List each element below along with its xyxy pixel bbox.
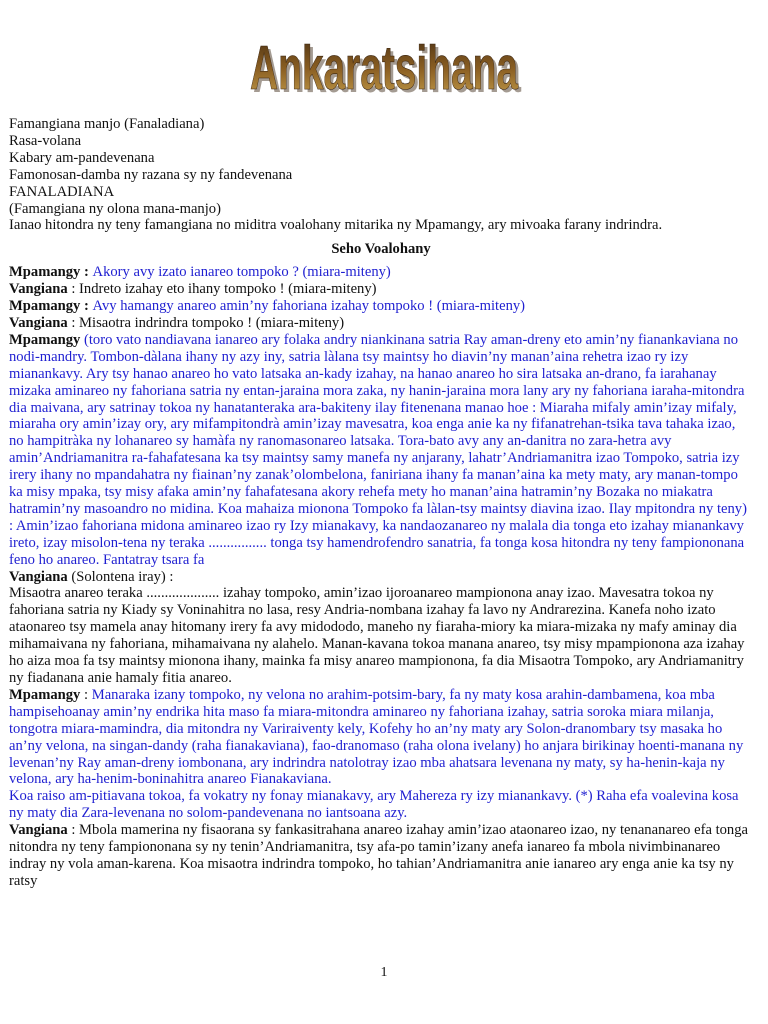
title-wordart [234, 26, 534, 106]
speaker-separator: : [80, 264, 93, 281]
title-banner [0, 26, 768, 106]
dialogue-line [9, 822, 753, 890]
dialogue-text: (toro vato nandiavana ianareo ary folaka andry niankinana satria Ray aman-dreny eto amin’ny fianankaviana no nodi-mandry. Tombon-dàlana ihany ny azy iny, satria làlana tsy maintsy ho diavin’ny manan’aina rehetra izao ry izy mianankavy. Ary tsy hanao anareo ho vato latsaka an-kady izahay, na hanao anareo ho sira latsaka an-drano, fa iarahanay mizaka aminareo ny fahoriana satria ny entan-jaraina mora zaka, ny hanin-jaraina mora lany ary ny fahoriana iaraha-mitondra dia maivana, ary satrinay tokoa ny hanatanteraka ara-bakiteny ilay fitenenana manao hoe : Miaraha mifaly amin’izay mifaly, miaraha ory amin’izay ory, ary mifampitondrà amin’izay mavesatra, koa enga anie ka ny fifanatrehan-tsika tava tahaka izao, no hampitràka ny lohanareo sy hamàfa ny ranomasonareo latsaka. Tora-bato avy any an-danitra no zara-hetra avy amin’Andriamanitra ra-fahafatesana ka tsy maintsy samy manefa ny anjarany, lahatr’Andriamanitra izao Tompoko, satria izy irery ihany no mpandahatra ny fiainan’ny zanak’olombelona, faniriana ihany fa manan’aina ka mety maty, ary manan-tompo ka misy mpaka, tsy misy afaka amin’ny fahafatesana akory rehefa mety ho manan’aina hatramin’ny Bozaka no miakatra hatramin’ny masoandro no midina. Koa mahaiza mionona Tompoko fa làlan-tsy maintsy diavina izao. Ilay mpitondra ny teny) : Amin’izao fahoriana midona aminareo izao ry Izy mianakavy, ka nandaozanareo ny malala dia tonga eto izahay mianankavy ireto, izay misolon-tena ny teraka ................ tonga tsy hamendrofendro sanatria, fa tonga kosa hitondra ny teny fampiononana feno ho anareo. Fantatray tsara fa [9, 331, 747, 568]
section-title: Seho Voalohany [331, 241, 431, 258]
speaker-name: Mpamangy [9, 264, 81, 281]
dialogue-text: Manaraka izany tompoko, ny velona no arahim-potsim-bary, fa ny maty kosa arahin-dambamena, koa mba hampisehoanay amin’ny endrika hita maso fa miara-mitondra aminareo ny fahoriana izahay, satria soroka miara milanja, tongotra miara-mamindra, dia mitondra ny Variraiventy kely, Kofehy ho an’ny maty ary Solon-dranombary tsy masaka ho an’ny velona, na singan-dandy (raha fianakaviana), fao-dranomaso (raha olona ivelany) ho anjara birikinay hoenti-manana ny levenan’ny Ray aman-dreny iombonana, ary indrindra natolotray izao mba ahatsara levenana ny maty, sy ha-henin-kaja ny velona, ary ha-henim-boninahitra anareo Fianakaviana. [9, 686, 744, 788]
dialogue-text: Indreto izahay eto ihany tompoko ! (miara-miteny) [79, 281, 377, 298]
dialogue-text: Mbola mamerina ny fisaorana sy fankasitrahana anareo izahay amin’izao ataonareo izao, ny tenananareo efa tonga nitondra ny teny fampiononana sy ny tenin’Andriamanitra, tsy afa-po tamin’izany anefa ianareo fa mbola nivimbinanareo indray ny vola aman-karena. Koa misaotra indrindra tompoko, ho tahian’Andriamanitra anie ianareo ary enga anie ka tsy ny ratsy [9, 822, 749, 889]
document-body [9, 116, 753, 890]
dialogue-text: Koa raiso am-pitiavana tokoa, fa vokatry ny fonay mianakavy, ary Mahereza ry izy mianankavy. (*) Raha efa voalevina kosa ny maty dia Zara-levenana no solom-pandevenana no iantsoana azy. [9, 788, 739, 822]
dialogue-line [9, 315, 753, 332]
intro-line: FANALADIANA [9, 183, 115, 200]
speaker-name: Mpamangy [9, 331, 81, 348]
dialogue [9, 264, 753, 890]
dialogue-line [9, 569, 753, 687]
speaker-separator: : [67, 281, 80, 298]
intro-line: (Famangiana ny olona mana-manjo) [9, 200, 221, 217]
speaker-name: Mpamangy [9, 298, 81, 315]
dialogue-text: (Solontena iray) : [71, 568, 174, 585]
intro-line: Rasa-volana [9, 132, 82, 149]
dialogue-line [9, 332, 753, 569]
dialogue-text: Akory avy izato ianareo tompoko ? (miara-miteny) [92, 264, 391, 281]
intro-line: Ianao hitondra ny teny famangiana no miditra voalohany mitarika ny Mpamangy, ary mivoaka farany indrindra. [9, 217, 663, 234]
dialogue-line [9, 298, 753, 315]
intro-line: Famangiana manjo (Fanaladiana) [9, 116, 205, 132]
speaker-name: Vangiana [9, 314, 68, 331]
intro-line: Kabary am-pandevenana [9, 149, 155, 166]
dialogue-text: Misaotra anareo teraka .................... izahay tompoko, amin’izao ijoroanareo mampionona anay izao. Mavesatra tokoa ny fahoriana satria ny Kiady sy Voninahitra no lasa, resy Andria-nombana izahay fa lavo ny Andrarezina. Kanefa noho izato ataonareo tsy mamela anay hitomany irery fa avy midododo, maneho ny fiaraha-miory ka miara-mizaka ny mafy aminay dia mihamaivana ny fahoriana, mihamaivana ny alahelo. Manan-kavana tokoa manana anareo, tsy misy mpampionona aza izahay ho aiza moa fa tsy maintsy mionona ihany, mainka fa misy anareo mampionona, fa dia Misaotra Tompoko, ary Andriamanitry ny fiadanana anie hamaly fitia anareo. [9, 585, 745, 686]
intro-line: Famonosan-damba ny razana sy ny fandevenana [9, 166, 293, 183]
speaker-name: Vangiana [9, 568, 68, 585]
intro-block [9, 116, 753, 234]
dialogue-text: Misaotra indrindra tompoko ! (miara-miteny) [79, 314, 345, 331]
speaker-name: Vangiana [9, 822, 68, 839]
speaker-name: Vangiana [9, 281, 68, 298]
speaker-name: Mpamangy [9, 686, 81, 703]
page-number: 1 [380, 965, 388, 980]
title-shadow: Ankaratsihana [253, 37, 522, 106]
dialogue-line [9, 281, 753, 298]
page-title: Ankaratsihana [250, 34, 519, 103]
speaker-separator: : [80, 686, 92, 703]
dialogue-text: Avy hamangy anareo amin’ny fahoriana izahay tompoko ! (miara-miteny) [92, 298, 526, 315]
dialogue-line [9, 687, 753, 822]
speaker-separator: : [67, 314, 80, 331]
dialogue-line [9, 264, 753, 281]
speaker-separator: : [67, 822, 80, 839]
speaker-separator: : [80, 298, 93, 315]
